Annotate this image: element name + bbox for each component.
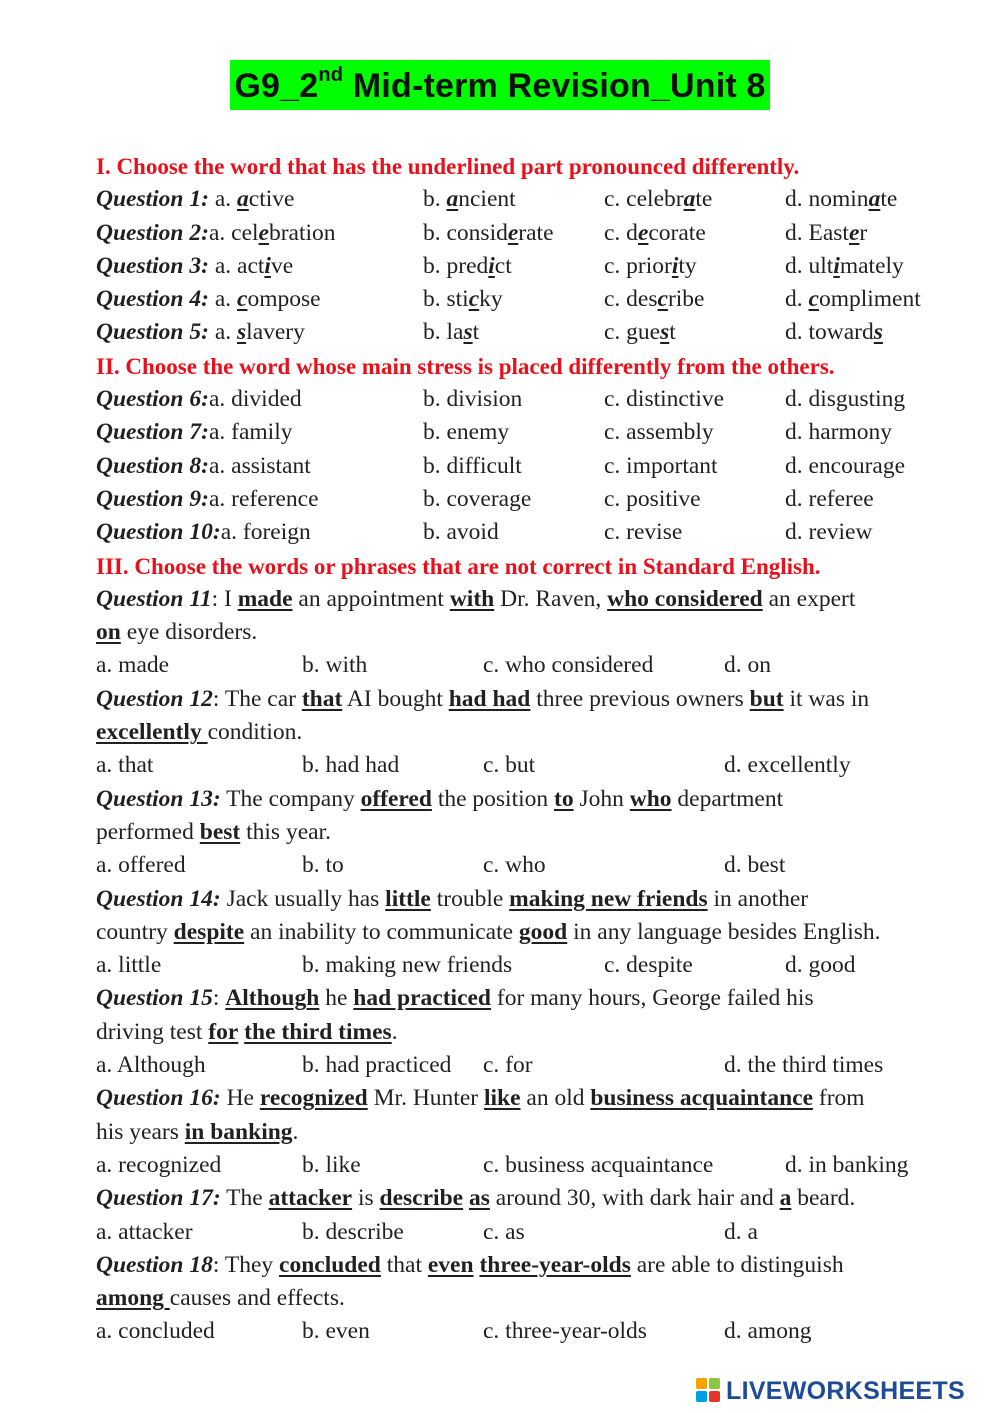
- option-c[interactable]: c. but: [483, 752, 536, 779]
- option-b-underlined: a: [446, 186, 459, 213]
- question-label: Question 13:: [96, 785, 221, 812]
- question-text: trouble: [430, 885, 510, 912]
- question-text: He: [220, 1085, 260, 1112]
- question-1: [96, 183, 956, 216]
- option-b-suffix: ky: [479, 286, 503, 313]
- option-d[interactable]: d. a: [724, 1218, 758, 1245]
- question-text: an appointment: [292, 585, 450, 612]
- title-rest: Mid-term Revision_Unit 8: [343, 67, 766, 105]
- option-d-underlined: a: [868, 186, 881, 213]
- question-8: [96, 450, 956, 483]
- question-text: eye disorders.: [120, 619, 258, 646]
- option-b-suffix: ct: [494, 252, 512, 279]
- title-superscript: nd: [318, 63, 344, 86]
- question-11-text: [96, 583, 956, 616]
- option-d[interactable]: d. among: [724, 1318, 812, 1345]
- underlined-phrase-a: concluded: [279, 1251, 381, 1278]
- underlined-phrase-d: a: [779, 1185, 792, 1212]
- option-c-prefix: c. prior: [604, 252, 672, 279]
- question-text: his years: [96, 1118, 185, 1145]
- question-text: around 30, with dark hair and: [489, 1185, 780, 1212]
- option-d-suffix: te: [880, 186, 898, 213]
- option-d[interactable]: d. harmony: [785, 419, 893, 446]
- option-c[interactable]: c. as: [483, 1218, 525, 1245]
- question-9: [96, 483, 956, 516]
- option-c-suffix: ty: [678, 252, 697, 279]
- option-b[interactable]: b. even: [302, 1318, 370, 1345]
- option-d-underlined: c: [808, 286, 819, 313]
- underlined-phrase-d: the third times: [244, 1018, 392, 1045]
- question-text: the position: [431, 785, 555, 812]
- question-label: Question 5:: [96, 319, 209, 346]
- section-heading-3: III. Choose the words or phrases that are not correct in Standard English.: [96, 553, 821, 579]
- question-text: in another: [707, 885, 809, 912]
- question-label: Question 3:: [96, 252, 209, 279]
- underlined-phrase-d: in banking: [184, 1118, 293, 1145]
- option-c[interactable]: c. for: [483, 1052, 533, 1079]
- question-text: it was in: [783, 685, 870, 712]
- option-d[interactable]: d. disgusting: [785, 386, 906, 413]
- option-b[interactable]: [423, 217, 554, 250]
- option-c-prefix: c. celebr: [604, 186, 684, 213]
- question-14-text: [96, 883, 956, 916]
- option-a[interactable]: a. recognized: [96, 1151, 222, 1178]
- question-15-text: [96, 982, 956, 1015]
- question-label: Question 10:: [96, 519, 221, 546]
- question-13-options: [96, 849, 956, 882]
- underlined-phrase-c: but: [749, 685, 784, 712]
- question-text: .: [391, 1018, 398, 1045]
- question-text: John: [573, 785, 630, 812]
- option-c[interactable]: c. important: [604, 452, 718, 479]
- option-d-underlined: s: [873, 319, 883, 346]
- underlined-phrase-b: had had: [448, 685, 531, 712]
- option-d[interactable]: d. encourage: [785, 452, 906, 479]
- underlined-phrase-a: Although: [225, 985, 320, 1012]
- page-header: [0, 60, 1000, 110]
- question-text: department: [671, 785, 784, 812]
- question-text: AI bought: [342, 685, 449, 712]
- option-b[interactable]: [423, 283, 503, 316]
- option-a-prefix: a.: [214, 186, 238, 213]
- option-b[interactable]: b. coverage: [423, 485, 532, 512]
- option-b-prefix: b. consid: [423, 219, 508, 246]
- question-label: Question 6:: [96, 386, 209, 413]
- underlined-phrase-d: on: [96, 619, 121, 646]
- option-a-suffix: lavery: [246, 319, 305, 346]
- option-c-underlined: s: [660, 319, 670, 346]
- underlined-phrase-b: had practiced: [353, 985, 491, 1012]
- underlined-phrase-c: three-year-olds: [479, 1251, 631, 1278]
- underlined-phrase-b: like: [483, 1085, 521, 1112]
- option-c[interactable]: [604, 250, 697, 283]
- option-c-prefix: c. des: [604, 286, 658, 313]
- option-c[interactable]: c. business acquaintance: [483, 1151, 714, 1178]
- option-d[interactable]: d. review: [785, 519, 873, 546]
- question-text: in any language besides English.: [567, 918, 881, 945]
- question-2: [96, 217, 956, 250]
- option-c[interactable]: [604, 217, 706, 250]
- question-16-options: [96, 1149, 956, 1182]
- option-d[interactable]: [785, 250, 904, 283]
- option-a[interactable]: a. Although: [96, 1052, 206, 1079]
- question-text: condition.: [207, 719, 303, 746]
- option-b-prefix: b.: [423, 186, 447, 213]
- option-a-underlined: c: [237, 286, 248, 313]
- question-label: Question 1:: [96, 186, 209, 213]
- question-18-options: [96, 1315, 956, 1348]
- question-11-options: [96, 649, 956, 682]
- option-a[interactable]: a. little: [96, 952, 162, 979]
- question-text: beard.: [791, 1185, 856, 1212]
- question-label: Question 17:: [96, 1185, 221, 1212]
- question-label: Question 8:: [96, 452, 209, 479]
- underlined-phrase-d: good: [518, 918, 568, 945]
- underlined-phrase-c: who considered: [607, 585, 763, 612]
- option-c-underlined: a: [683, 186, 696, 213]
- option-d[interactable]: d. on: [724, 652, 771, 679]
- option-b[interactable]: b. division: [423, 386, 523, 413]
- question-15-options: [96, 1049, 956, 1082]
- option-b-underlined: s: [463, 319, 473, 346]
- underlined-phrase-a: offered: [360, 785, 432, 812]
- question-label: Question 12: [96, 685, 213, 712]
- option-a[interactable]: a. offered: [96, 852, 186, 879]
- option-d[interactable]: d. in banking: [785, 1151, 909, 1178]
- option-d[interactable]: [785, 217, 867, 250]
- worksheet-body: [96, 150, 956, 1349]
- question-4: [96, 283, 956, 316]
- question-text: causes and effects.: [169, 1285, 345, 1312]
- option-d-prefix: d. nomin: [785, 186, 869, 213]
- option-b[interactable]: b. enemy: [423, 419, 510, 446]
- underlined-phrase-c: for: [208, 1018, 239, 1045]
- section-heading-1: I. Choose the word that has the underlined part pronounced differently.: [96, 154, 800, 179]
- option-b-underlined: e: [507, 219, 519, 246]
- option-d-suffix: r: [859, 219, 868, 246]
- question-18-text: [96, 1249, 956, 1282]
- option-d[interactable]: d. excellently: [724, 752, 851, 779]
- option-c[interactable]: c. who considered: [483, 652, 654, 679]
- option-d[interactable]: d. the third times: [724, 1052, 884, 1079]
- option-b[interactable]: b. avoid: [423, 519, 499, 546]
- underlined-phrase-b: with: [449, 585, 495, 612]
- underlined-phrase-a: little: [385, 885, 431, 912]
- option-c-suffix: te: [695, 186, 713, 213]
- option-c[interactable]: [604, 183, 712, 216]
- question-label: Question 4:: [96, 286, 209, 313]
- question-text: The company: [220, 785, 361, 812]
- question-text: country: [96, 918, 174, 945]
- option-a[interactable]: a. reference: [208, 485, 319, 512]
- question-text: driving test: [96, 1018, 209, 1045]
- option-b[interactable]: b. to: [302, 852, 344, 879]
- question-text: Dr. Raven,: [494, 585, 608, 612]
- question-text: : They: [212, 1251, 280, 1278]
- option-c-prefix: c. d: [604, 219, 638, 246]
- option-b-prefix: b. pred: [423, 252, 489, 279]
- underlined-phrase-b: making new friends: [509, 885, 708, 912]
- underlined-phrase-d: excellently: [96, 719, 208, 746]
- option-a[interactable]: a. assistant: [208, 452, 311, 479]
- question-18-text-cont: [96, 1282, 956, 1315]
- option-b[interactable]: [423, 250, 512, 283]
- question-label: Question 15: [96, 985, 213, 1012]
- underlined-phrase-b: describe: [379, 1185, 464, 1212]
- option-c[interactable]: c. despite: [604, 952, 693, 979]
- question-text: that: [380, 1251, 428, 1278]
- question-16-text: [96, 1082, 956, 1115]
- question-text: this year.: [240, 818, 331, 845]
- option-b[interactable]: b. describe: [302, 1218, 404, 1245]
- question-17-text: [96, 1182, 956, 1215]
- question-text: three previous owners: [530, 685, 750, 712]
- underlined-phrase-c: as: [468, 1185, 490, 1212]
- option-a-underlined: e: [258, 219, 269, 246]
- option-c[interactable]: c. positive: [604, 485, 701, 512]
- underlined-phrase-a: made: [237, 585, 293, 612]
- option-c-suffix: t: [669, 319, 676, 346]
- question-12-options: [96, 749, 956, 782]
- underlined-phrase-d: best: [199, 818, 241, 845]
- option-c-suffix: corate: [648, 219, 706, 246]
- option-d-prefix: d. East: [785, 219, 849, 246]
- option-c[interactable]: c. three-year-olds: [483, 1318, 647, 1345]
- option-d-suffix: ompliment: [818, 286, 921, 313]
- option-b-suffix: ncient: [458, 186, 516, 213]
- option-b[interactable]: b. difficult: [423, 452, 522, 479]
- option-c-suffix: ribe: [667, 286, 705, 313]
- question-text: from: [813, 1085, 865, 1112]
- underlined-phrase-b: to: [554, 785, 574, 812]
- liveworksheets-logo-text: LIVEWORKSHEETS: [726, 1376, 965, 1405]
- option-c-underlined: c: [657, 286, 668, 313]
- option-a[interactable]: a. foreign: [220, 519, 311, 546]
- option-a[interactable]: a. attacker: [96, 1218, 193, 1245]
- option-c-underlined: i: [671, 252, 679, 279]
- question-text: for many hours, George failed his: [491, 985, 814, 1012]
- question-13-text-cont: [96, 816, 956, 849]
- option-d-suffix: mately: [839, 252, 904, 279]
- option-c[interactable]: c. distinctive: [604, 386, 725, 413]
- question-text: .: [292, 1118, 299, 1145]
- option-b-prefix: b. la: [423, 319, 464, 346]
- question-label: Question 9:: [96, 485, 209, 512]
- option-c-underlined: e: [637, 219, 649, 246]
- question-label: Question 11: [96, 585, 212, 612]
- option-d-prefix: d. toward: [785, 319, 874, 346]
- option-b-suffix: rate: [518, 219, 554, 246]
- question-text: :: [212, 985, 226, 1012]
- question-10: [96, 516, 956, 549]
- option-b-prefix: b. sti: [423, 286, 469, 313]
- option-c[interactable]: [604, 316, 676, 349]
- option-a-underlined: a: [237, 186, 249, 213]
- question-label: Question 14:: [96, 885, 221, 912]
- question-text: an old: [520, 1085, 591, 1112]
- option-d[interactable]: d. best: [724, 852, 786, 879]
- page-title: [230, 60, 769, 110]
- option-a[interactable]: a. concluded: [96, 1318, 215, 1345]
- underlined-phrase-a: attacker: [268, 1185, 353, 1212]
- underlined-phrase-a: that: [301, 685, 343, 712]
- underlined-phrase-d: among: [96, 1285, 170, 1312]
- option-d[interactable]: d. referee: [785, 485, 874, 512]
- option-d[interactable]: d. good: [785, 952, 856, 979]
- option-b[interactable]: b. with: [302, 652, 368, 679]
- question-text: : The car: [212, 685, 302, 712]
- option-a-suffix: ctive: [248, 186, 295, 213]
- question-text: Mr. Hunter: [367, 1085, 484, 1112]
- option-a[interactable]: a. divided: [208, 386, 302, 413]
- question-12-text-cont: [96, 716, 956, 749]
- question-label: Question 2:: [96, 219, 209, 246]
- option-d[interactable]: [785, 183, 897, 216]
- question-text: performed: [96, 818, 200, 845]
- question-15-text-cont: [96, 1016, 956, 1049]
- option-a-underlined: i: [264, 252, 271, 279]
- option-a-suffix: bration: [268, 219, 336, 246]
- question-label: Question 18: [96, 1251, 213, 1278]
- option-c[interactable]: c. revise: [604, 519, 683, 546]
- question-3: [96, 250, 956, 283]
- option-d-prefix: d.: [785, 286, 809, 313]
- option-a-prefix: a. cel: [208, 219, 259, 246]
- question-label: Question 16:: [96, 1085, 221, 1112]
- section-heading-2: II. Choose the word whose main stress is placed differently from the others.: [96, 353, 835, 379]
- option-c-prefix: c. gue: [604, 319, 661, 346]
- option-d[interactable]: [785, 316, 883, 349]
- option-b[interactable]: [423, 183, 516, 216]
- question-17-options: [96, 1216, 956, 1249]
- option-a-prefix: a.: [214, 286, 238, 313]
- option-d-underlined: e: [848, 219, 860, 246]
- question-text: is: [352, 1185, 380, 1212]
- option-a[interactable]: a. that: [96, 752, 154, 779]
- question-14-options: [96, 949, 956, 982]
- option-a-suffix: ve: [270, 252, 294, 279]
- underlined-phrase-c: business acquaintance: [590, 1085, 814, 1112]
- option-c[interactable]: c. who: [483, 852, 546, 879]
- option-c[interactable]: c. assembly: [604, 419, 714, 446]
- liveworksheets-footer[interactable]: [696, 1376, 965, 1406]
- question-text: The: [220, 1185, 269, 1212]
- option-a-suffix: ompose: [247, 286, 321, 313]
- option-a-prefix: a.: [214, 319, 238, 346]
- underlined-phrase-c: despite: [173, 918, 245, 945]
- option-b[interactable]: [423, 316, 479, 349]
- question-text: : I: [211, 585, 238, 612]
- option-b[interactable]: b. making new friends: [302, 952, 513, 979]
- question-label: Question 7:: [96, 419, 209, 446]
- option-c[interactable]: [604, 283, 705, 316]
- option-d-underlined: i: [833, 252, 840, 279]
- question-14-text-cont: [96, 916, 956, 949]
- option-d-prefix: d. ult: [785, 252, 834, 279]
- question-7: [96, 416, 956, 449]
- option-a-underlined: s: [237, 319, 247, 346]
- question-16-text-cont: [96, 1116, 956, 1149]
- question-text: an inability to communicate: [244, 918, 519, 945]
- option-b-suffix: t: [472, 319, 480, 346]
- question-13-text: [96, 783, 956, 816]
- option-b[interactable]: b. had had: [302, 752, 400, 779]
- option-a[interactable]: a. made: [96, 652, 170, 679]
- question-text: are able to distinguish: [630, 1251, 844, 1278]
- option-b-underlined: i: [488, 252, 495, 279]
- question-11-text-cont: [96, 616, 956, 649]
- underlined-phrase-b: even: [427, 1251, 474, 1278]
- question-5: [96, 316, 956, 349]
- option-b[interactable]: b. had practiced: [302, 1052, 452, 1079]
- underlined-phrase-c: who: [629, 785, 672, 812]
- option-b-underlined: c: [468, 286, 480, 313]
- question-6: [96, 383, 956, 416]
- option-a-prefix: a. act: [214, 252, 265, 279]
- underlined-phrase-a: recognized: [259, 1085, 368, 1112]
- question-text: an expert: [762, 585, 856, 612]
- option-d[interactable]: [785, 283, 921, 316]
- question-text: Jack usually has: [220, 885, 386, 912]
- option-b[interactable]: b. like: [302, 1151, 361, 1178]
- liveworksheets-logo-icon: [696, 1378, 722, 1404]
- title-main: G9_2: [234, 67, 319, 105]
- question-text: he: [319, 985, 354, 1012]
- question-12-text: [96, 683, 956, 716]
- option-a[interactable]: a. family: [208, 419, 293, 446]
